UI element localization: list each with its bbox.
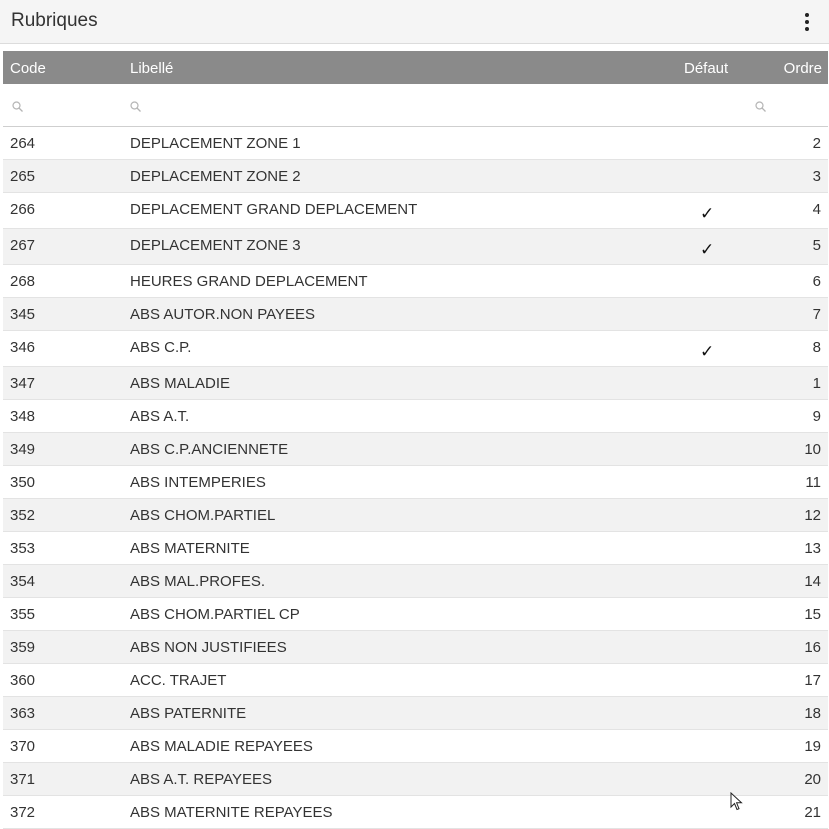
cell-order: 21 — [804, 804, 821, 821]
cell-label: ABS MALADIE REPAYEES — [130, 738, 313, 755]
cell-code: 265 — [10, 168, 36, 185]
cell-code: 370 — [10, 738, 36, 755]
cell-label: ABS A.T. REPAYEES — [130, 771, 273, 788]
cell-label: ACC. TRAJET — [130, 672, 227, 689]
cell-order: 9 — [812, 408, 821, 425]
cell-code: 352 — [10, 507, 36, 524]
cell-code: 350 — [10, 474, 36, 491]
cell-label: DEPLACEMENT ZONE 3 — [130, 237, 301, 254]
table-row[interactable] — [3, 127, 828, 160]
default-check-icon: ✓ — [700, 204, 715, 223]
cell-label: DEPLACEMENT ZONE 2 — [130, 168, 301, 185]
cell-code: 267 — [10, 237, 36, 254]
cell-order: 3 — [812, 168, 821, 185]
cell-code: 264 — [10, 135, 36, 152]
table-row[interactable] — [3, 598, 828, 631]
column-header-code[interactable]: Code — [10, 60, 46, 77]
default-check-icon: ✓ — [700, 342, 715, 361]
cell-order: 16 — [804, 639, 821, 656]
cell-order: 11 — [805, 474, 821, 491]
cell-order: 8 — [812, 339, 821, 356]
default-check-icon: ✓ — [700, 240, 715, 259]
cell-code: 349 — [10, 441, 36, 458]
data-grid — [3, 51, 828, 829]
cell-code: 346 — [10, 339, 36, 356]
table-row[interactable] — [3, 331, 828, 367]
table-row[interactable] — [3, 697, 828, 730]
table-row[interactable] — [3, 631, 828, 664]
cell-code: 268 — [10, 273, 36, 290]
cell-order: 17 — [804, 672, 821, 689]
cell-code: 363 — [10, 705, 36, 722]
table-row[interactable] — [3, 160, 828, 193]
page-title: Rubriques — [11, 10, 98, 31]
table-row[interactable] — [3, 664, 828, 697]
cell-code: 345 — [10, 306, 36, 323]
cell-code: 348 — [10, 408, 36, 425]
cell-label: DEPLACEMENT GRAND DEPLACEMENT — [130, 201, 418, 218]
order-filter-search-icon[interactable] — [755, 99, 766, 110]
cell-code: 360 — [10, 672, 36, 689]
cell-order: 13 — [804, 540, 821, 557]
cell-order: 19 — [804, 738, 821, 755]
table-row[interactable] — [3, 229, 828, 265]
cell-code: 347 — [10, 375, 36, 392]
column-header-order[interactable]: Ordre — [783, 60, 822, 77]
cell-order: 18 — [804, 705, 821, 722]
cell-label: ABS C.P.ANCIENNETE — [130, 441, 289, 458]
cell-order: 2 — [812, 135, 821, 152]
cell-code: 372 — [10, 804, 36, 821]
cell-order: 7 — [812, 306, 821, 323]
cell-label: ABS NON JUSTIFIEES — [130, 639, 287, 656]
table-row[interactable] — [3, 433, 828, 466]
table-row[interactable] — [3, 193, 828, 229]
cell-code: 354 — [10, 573, 36, 590]
cell-order: 6 — [812, 273, 821, 290]
column-header-default[interactable]: Défaut — [684, 60, 729, 77]
cell-order: 1 — [812, 375, 821, 392]
cell-label: ABS PATERNITE — [130, 705, 247, 722]
cell-label: HEURES GRAND DEPLACEMENT — [130, 273, 368, 290]
table-row[interactable] — [3, 796, 828, 829]
cell-code: 355 — [10, 606, 36, 623]
cell-order: 10 — [804, 441, 821, 458]
cell-label: ABS C.P. — [130, 339, 192, 356]
cell-label: ABS CHOM.PARTIEL CP — [130, 606, 300, 623]
filter-row — [3, 84, 828, 127]
cell-label: ABS AUTOR.NON PAYEES — [130, 306, 316, 323]
more-vert-icon[interactable] — [795, 10, 819, 34]
cell-order: 12 — [804, 507, 821, 524]
cell-code: 359 — [10, 639, 36, 656]
cell-order: 4 — [812, 201, 821, 218]
table-row[interactable] — [3, 265, 828, 298]
cell-order: 20 — [804, 771, 821, 788]
cell-label: ABS MAL.PROFES. — [130, 573, 266, 590]
cell-label: DEPLACEMENT ZONE 1 — [130, 135, 301, 152]
table-row[interactable] — [3, 532, 828, 565]
label-filter-search-icon[interactable] — [130, 99, 141, 110]
cell-label: ABS MATERNITE REPAYEES — [130, 804, 333, 821]
cell-label: ABS CHOM.PARTIEL — [130, 507, 276, 524]
cell-label: ABS INTEMPERIES — [130, 474, 266, 491]
table-row[interactable] — [3, 565, 828, 598]
code-filter-search-icon[interactable] — [12, 99, 23, 110]
table-row[interactable] — [3, 730, 828, 763]
cell-order: 14 — [804, 573, 821, 590]
cell-order: 5 — [812, 237, 821, 254]
table-row[interactable] — [3, 763, 828, 796]
cell-code: 353 — [10, 540, 36, 557]
cell-code: 266 — [10, 201, 36, 218]
table-row[interactable] — [3, 466, 828, 499]
table-row[interactable] — [3, 298, 828, 331]
table-row[interactable] — [3, 499, 828, 532]
cell-label: ABS MALADIE — [130, 375, 231, 392]
cell-code: 371 — [10, 771, 36, 788]
toolbar — [0, 0, 829, 44]
column-header-label[interactable]: Libellé — [130, 60, 174, 77]
grid-header — [3, 51, 828, 84]
cell-label: ABS A.T. — [130, 408, 190, 425]
grid-body — [3, 127, 828, 829]
table-row[interactable] — [3, 367, 828, 400]
cell-order: 15 — [804, 606, 821, 623]
table-row[interactable] — [3, 400, 828, 433]
cell-label: ABS MATERNITE — [130, 540, 250, 557]
